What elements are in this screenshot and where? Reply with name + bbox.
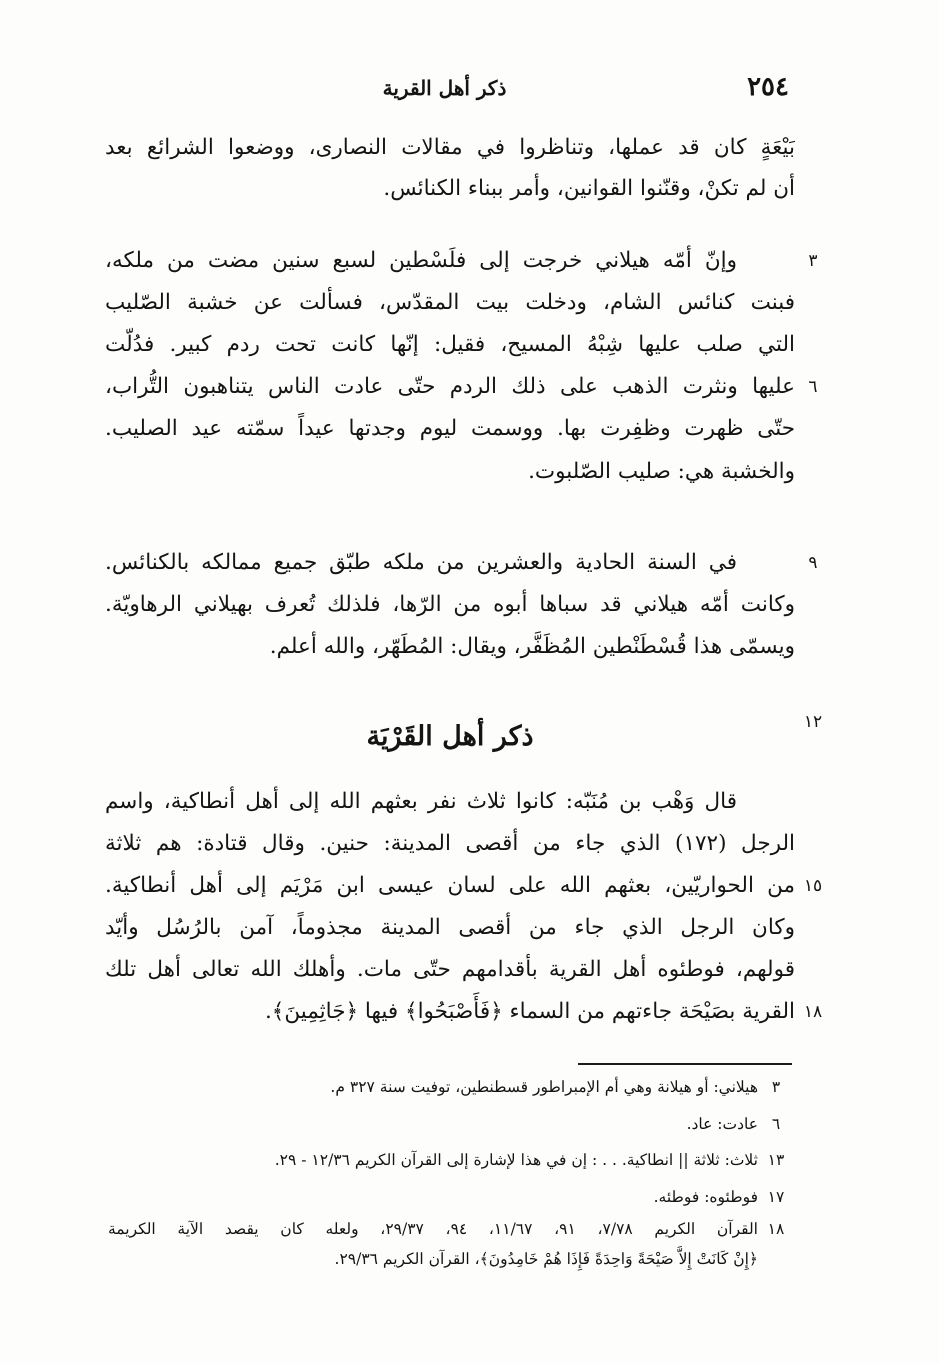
body-line: ويسمّى هذا قُسْطَنْطين المُظَفَّر، ويقال: المُطَهّر، والله أعلم.: [269, 634, 795, 659]
footnote-ref: ١٣: [767, 1151, 785, 1169]
section-heading: ذكر أهل القَرْيَة: [366, 721, 534, 752]
footnote-divider: [578, 1063, 792, 1065]
running-title: ذكر أهل القرية: [382, 76, 507, 100]
body-line: القرية بصَيْحَة جاءتهم من السماء ﴿فَأَصْبَحُوا﴾ فيها ﴿جَاثِمِينَ﴾.: [264, 999, 795, 1024]
footnote-ref: ١٧: [767, 1188, 785, 1206]
body-line: وكان الرجل الذي جاء من أقصى المدينة مجذوماً، آمن بالرُسُل وأيّد: [105, 915, 795, 940]
body-line: في السنة الحادية والعشرين من ملكه طبّق جميع ممالكه بالكنائس.: [105, 550, 737, 575]
body-line: عليها ونثرت الذهب على ذلك الردم حتّى عادت الناس يتناهبون التُّراب،: [105, 374, 795, 399]
page-number: ٢٥٤: [747, 72, 789, 102]
body-line: أن لم تكنْ، وقنّنوا القوانين، وأمر ببناء الكنائس.: [383, 176, 795, 201]
footnote-ref: ٦: [771, 1115, 781, 1133]
line-number: ١٢: [803, 712, 823, 732]
body-line: من الحواريّين، بعثهم الله على لسان عيسى ابن مَرْيَم إلى أهل أنطاكية.: [105, 873, 795, 898]
body-line: الرجل (١٧٢) الذي جاء من أقصى المدينة: حنين. وقال قتادة: هم ثلاثة: [105, 831, 795, 856]
body-line: وإنّ أمّه هيلاني خرجت إلى فلَسْطين لسبع سنين مضت من ملكه،: [105, 248, 737, 273]
line-number: ٣: [808, 251, 818, 271]
body-line: حتّى ظهرت وظفِرت بها. ووسمت ليوم وجدتها عيداً سمّته عيد الصليب.: [105, 416, 795, 441]
body-line: والخشبة هي: صليب الصّلبوت.: [528, 459, 795, 484]
body-line: وكانت أمّه هيلاني قد سباها أبوه من الرّها، فلذلك تُعرف بهيلاني الرهاويّة.: [105, 592, 795, 617]
page-header: [100, 72, 789, 112]
footnote-ref: ٣: [771, 1078, 781, 1096]
footnote: هيلاني: أو هيلانة وهي أم الإمبراطور قسطنطين، توفيت سنة ٣٢٧ م.: [330, 1078, 758, 1096]
line-number: ٩: [808, 553, 818, 573]
footnote: القرآن الكريم ٧/٧٨، ٩١، ١١/٦٧، ٩٤، ٢٩/٣٧، ولعله كان يقصد الآية الكريمة: [108, 1220, 758, 1238]
body-line: فبنت كنائس الشام، ودخلت بيت المقدّس، فسألت عن خشبة الصّليب: [105, 290, 795, 315]
body-line: قال وَهْب بن مُنَبّه: كانوا ثلاث نفر بعثهم الله إلى أهل أنطاكية، واسم: [105, 789, 737, 814]
footnote-ref: ١٨: [767, 1220, 785, 1238]
footnote: فوطئوه: فوطئه.: [653, 1188, 758, 1206]
footnote: عادت: عاد.: [686, 1115, 758, 1133]
line-number: ١٥: [803, 876, 823, 896]
body-line: التي صلب عليها شِبْهُ المسيح، فقيل: إنّها كانت تحت ردم كبير. فدُلّت: [105, 332, 795, 357]
line-number: ١٨: [803, 1002, 823, 1022]
line-number: ٦: [808, 377, 818, 397]
footnote: ثلاث: ثلاثة || انطاكية. . . : إن في هذا لإشارة إلى القرآن الكريم ١٢/٣٦ - ٢٩.: [274, 1151, 758, 1169]
body-line: بَيْعَةٍ كان قد عملها، وتناظروا في مقالات النصارى، ووضعوا الشرائع بعد: [105, 135, 795, 160]
footnote-continuation: ﴿إِنْ كَانَتْ إِلاَّ صَيْحَةً وَاحِدَةً فَإِذَا هُمْ خَامِدُونَ﴾، القرآن الكريم ٢٩/٣٦.: [334, 1250, 758, 1268]
body-line: قولهم، فوطئوه أهل القرية بأقدامهم حتّى مات. وأهلك الله تعالى أهل تلك: [105, 957, 795, 982]
